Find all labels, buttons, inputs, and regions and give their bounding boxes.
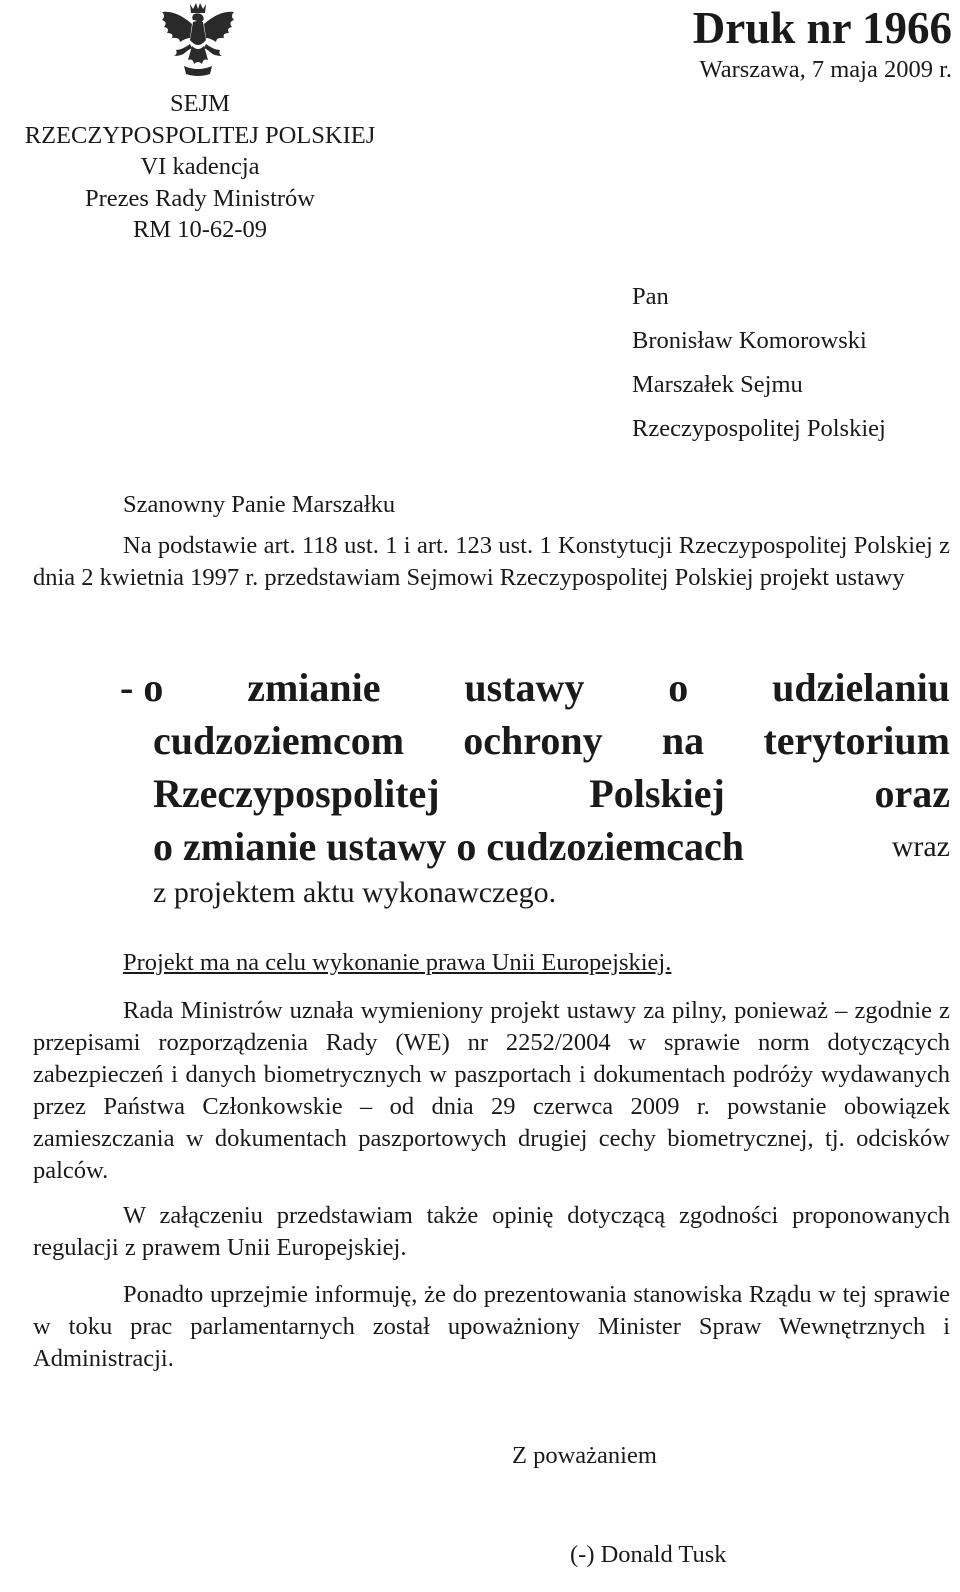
- sender-title: Prezes Rady Ministrów: [85, 184, 315, 212]
- bill-word: wraz: [891, 830, 950, 863]
- intro-paragraph: Na podstawie art. 118 ust. 1 i art. 123 ust. 1 Konstytucji Rzeczypospolitej Polskiej z dnia 2 kwietnia 1997 r. przedstawiam Sejmowi Rzeczypospolitej Polskiej projekt ustawy: [33, 532, 950, 591]
- republic-label: RZECZYPOSPOLITEJ POLSKIEJ: [24, 121, 376, 149]
- representative-paragraph: Ponadto uprzejmie informuję, że do prezentowania stanowiska Rządu w tej sprawie w toku prac parlamentarnych został upoważniony Minister Spraw Wewnętrznych i Administracji.: [33, 1281, 950, 1372]
- term-label: VI kadencja: [140, 153, 260, 180]
- closing-phrase: Z poważaniem: [512, 1442, 657, 1469]
- bill-word: na: [661, 718, 705, 763]
- place-date: Warszawa, 7 maja 2009 r.: [699, 56, 952, 83]
- bill-title: [120, 661, 950, 913]
- bill-word: - o: [120, 665, 164, 710]
- addressee-line-4: Rzeczypospolitej Polskiej: [632, 415, 886, 442]
- signature: (-) Donald Tusk: [570, 1541, 727, 1568]
- eu-purpose-note: Projekt ma na celu wykonanie prawa Unii Europejskiej.: [123, 949, 672, 976]
- bill-word: o zmianie ustawy o cudzoziemcach: [153, 824, 745, 869]
- bill-subtitle: z projektem aktu wykonawczego.: [153, 876, 557, 909]
- addressee-line-2: Bronisław Komorowski: [632, 327, 867, 354]
- bill-word: Rzeczypospolitej: [153, 771, 440, 816]
- bill-word: udzielaniu: [772, 665, 950, 710]
- polish-eagle-emblem-icon: [156, 0, 240, 82]
- print-number: Druk nr 1966: [692, 3, 952, 53]
- addressee-line-1: Pan: [632, 283, 669, 310]
- attachment-paragraph: W załączeniu przedstawiam także opinię dotyczącą zgodności proponowanych regulacji z prawem Unii Europejskiej.: [33, 1202, 950, 1261]
- bill-word: cudzoziemcom: [153, 718, 405, 763]
- bill-word: ustawy: [464, 665, 585, 710]
- bill-word: o: [668, 665, 689, 710]
- bill-word: Polskiej: [589, 771, 725, 816]
- addressee-block: [632, 275, 886, 451]
- reference-number: RM 10-62-09: [132, 216, 268, 243]
- bill-word: ochrony: [463, 718, 603, 763]
- sejm-label: SEJM: [170, 90, 230, 117]
- urgency-paragraph: Rada Ministrów uznała wymieniony projekt ustawy za pilny, ponieważ – zgodnie z przepisami rozporządzenia Rady (WE) nr 2252/2004 w sprawie norm dotyczących zabezpieczeń i danych biometrycznych w paszportach i dokumentach podróży wydawanych przez Państwa Członkowskie – od dnia 29 czerwca 2009 r. powstanie obowiązek zamieszczania w dokumentach paszportowych drugiej cechy biometrycznej, tj. odcisków palców.: [33, 997, 950, 1184]
- addressee-line-3: Marszałek Sejmu: [632, 371, 803, 398]
- bill-word: oraz: [874, 771, 950, 816]
- salutation: Szanowny Panie Marszałku: [123, 491, 396, 518]
- bill-word: terytorium: [763, 718, 950, 763]
- sender-header: [0, 88, 400, 246]
- bill-word: zmianie: [247, 665, 381, 710]
